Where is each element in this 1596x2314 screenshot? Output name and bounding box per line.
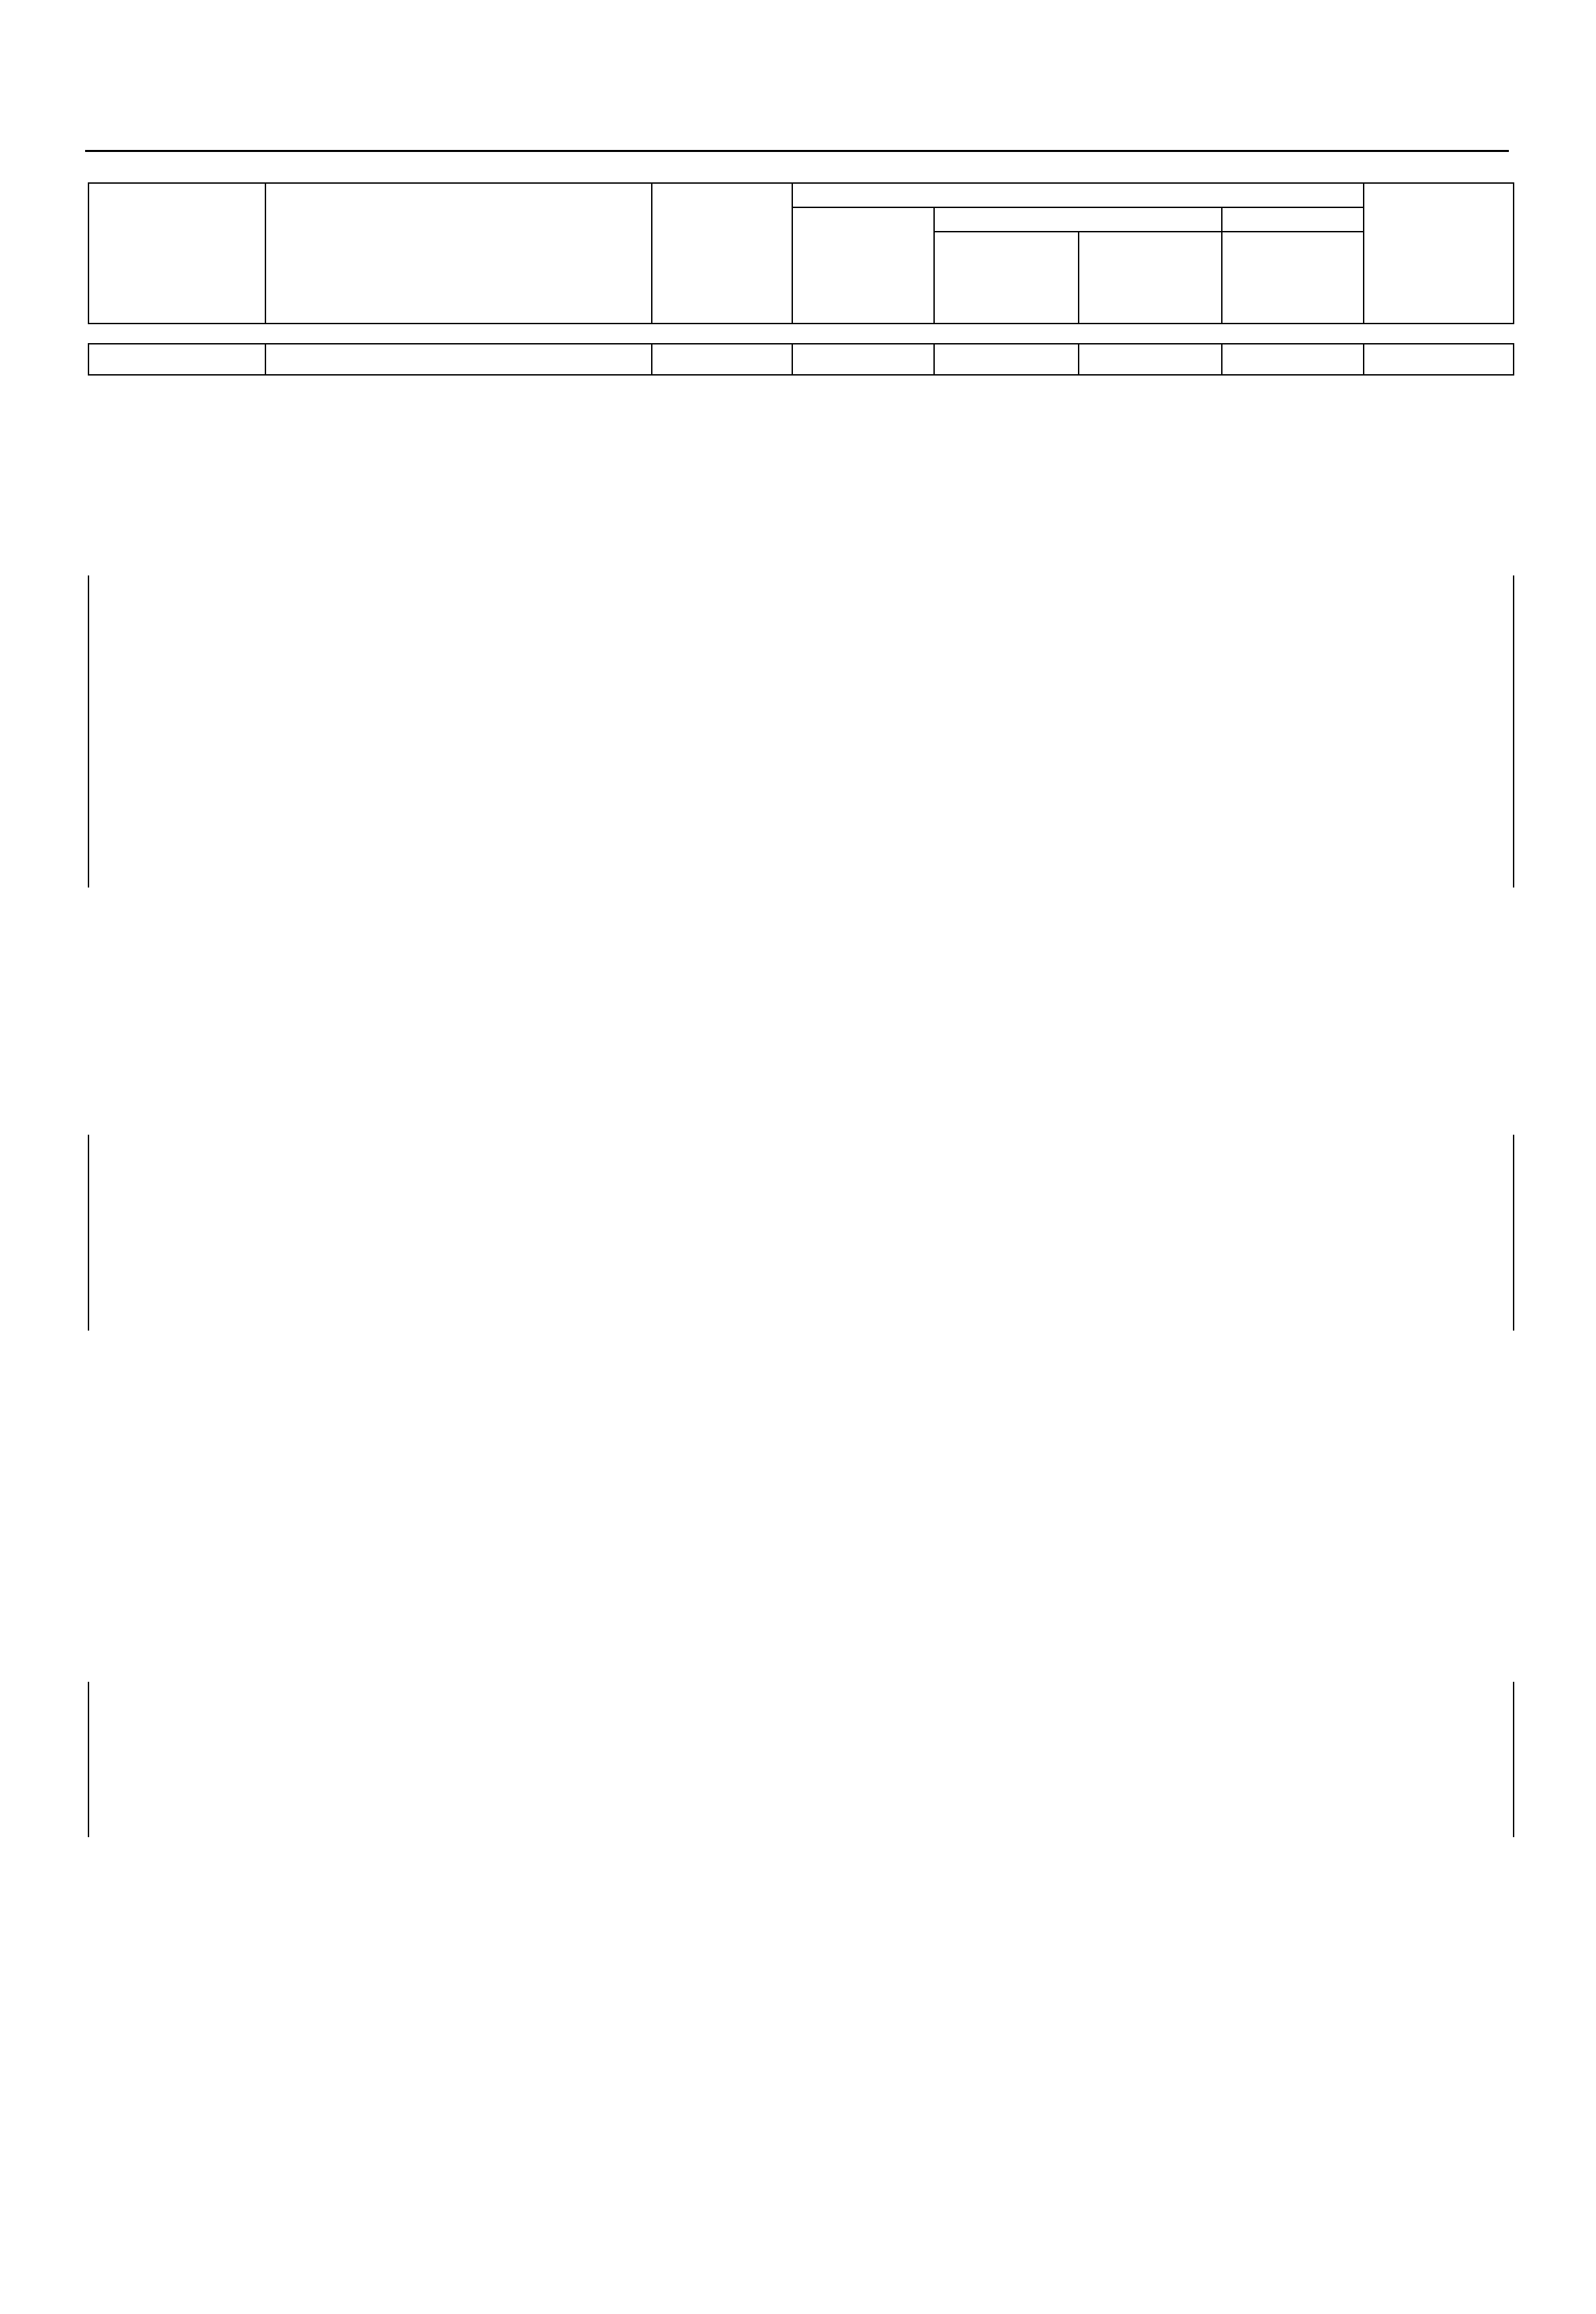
header-material-name bbox=[265, 232, 652, 324]
header-material-codes bbox=[88, 232, 265, 324]
header-work-name bbox=[265, 183, 652, 232]
table-148-title bbox=[88, 1705, 1217, 1746]
rates-table-145 bbox=[88, 182, 1514, 376]
header-rate-numbers bbox=[88, 183, 265, 232]
header-including bbox=[792, 183, 1364, 207]
header-rule bbox=[85, 150, 1509, 152]
table-147-title bbox=[88, 1156, 1217, 1197]
header-machinists-pay bbox=[1079, 232, 1222, 324]
table-146-title bbox=[88, 601, 1217, 642]
header-labor-pay bbox=[792, 207, 934, 324]
header-machines bbox=[934, 207, 1222, 232]
header-direct-costs bbox=[652, 183, 792, 324]
header-materials bbox=[1222, 207, 1364, 232]
header-materials-usage bbox=[1222, 232, 1364, 324]
header-machines-total bbox=[934, 232, 1079, 324]
header-labor-costs bbox=[1364, 183, 1514, 324]
carry-over-text bbox=[265, 344, 652, 375]
